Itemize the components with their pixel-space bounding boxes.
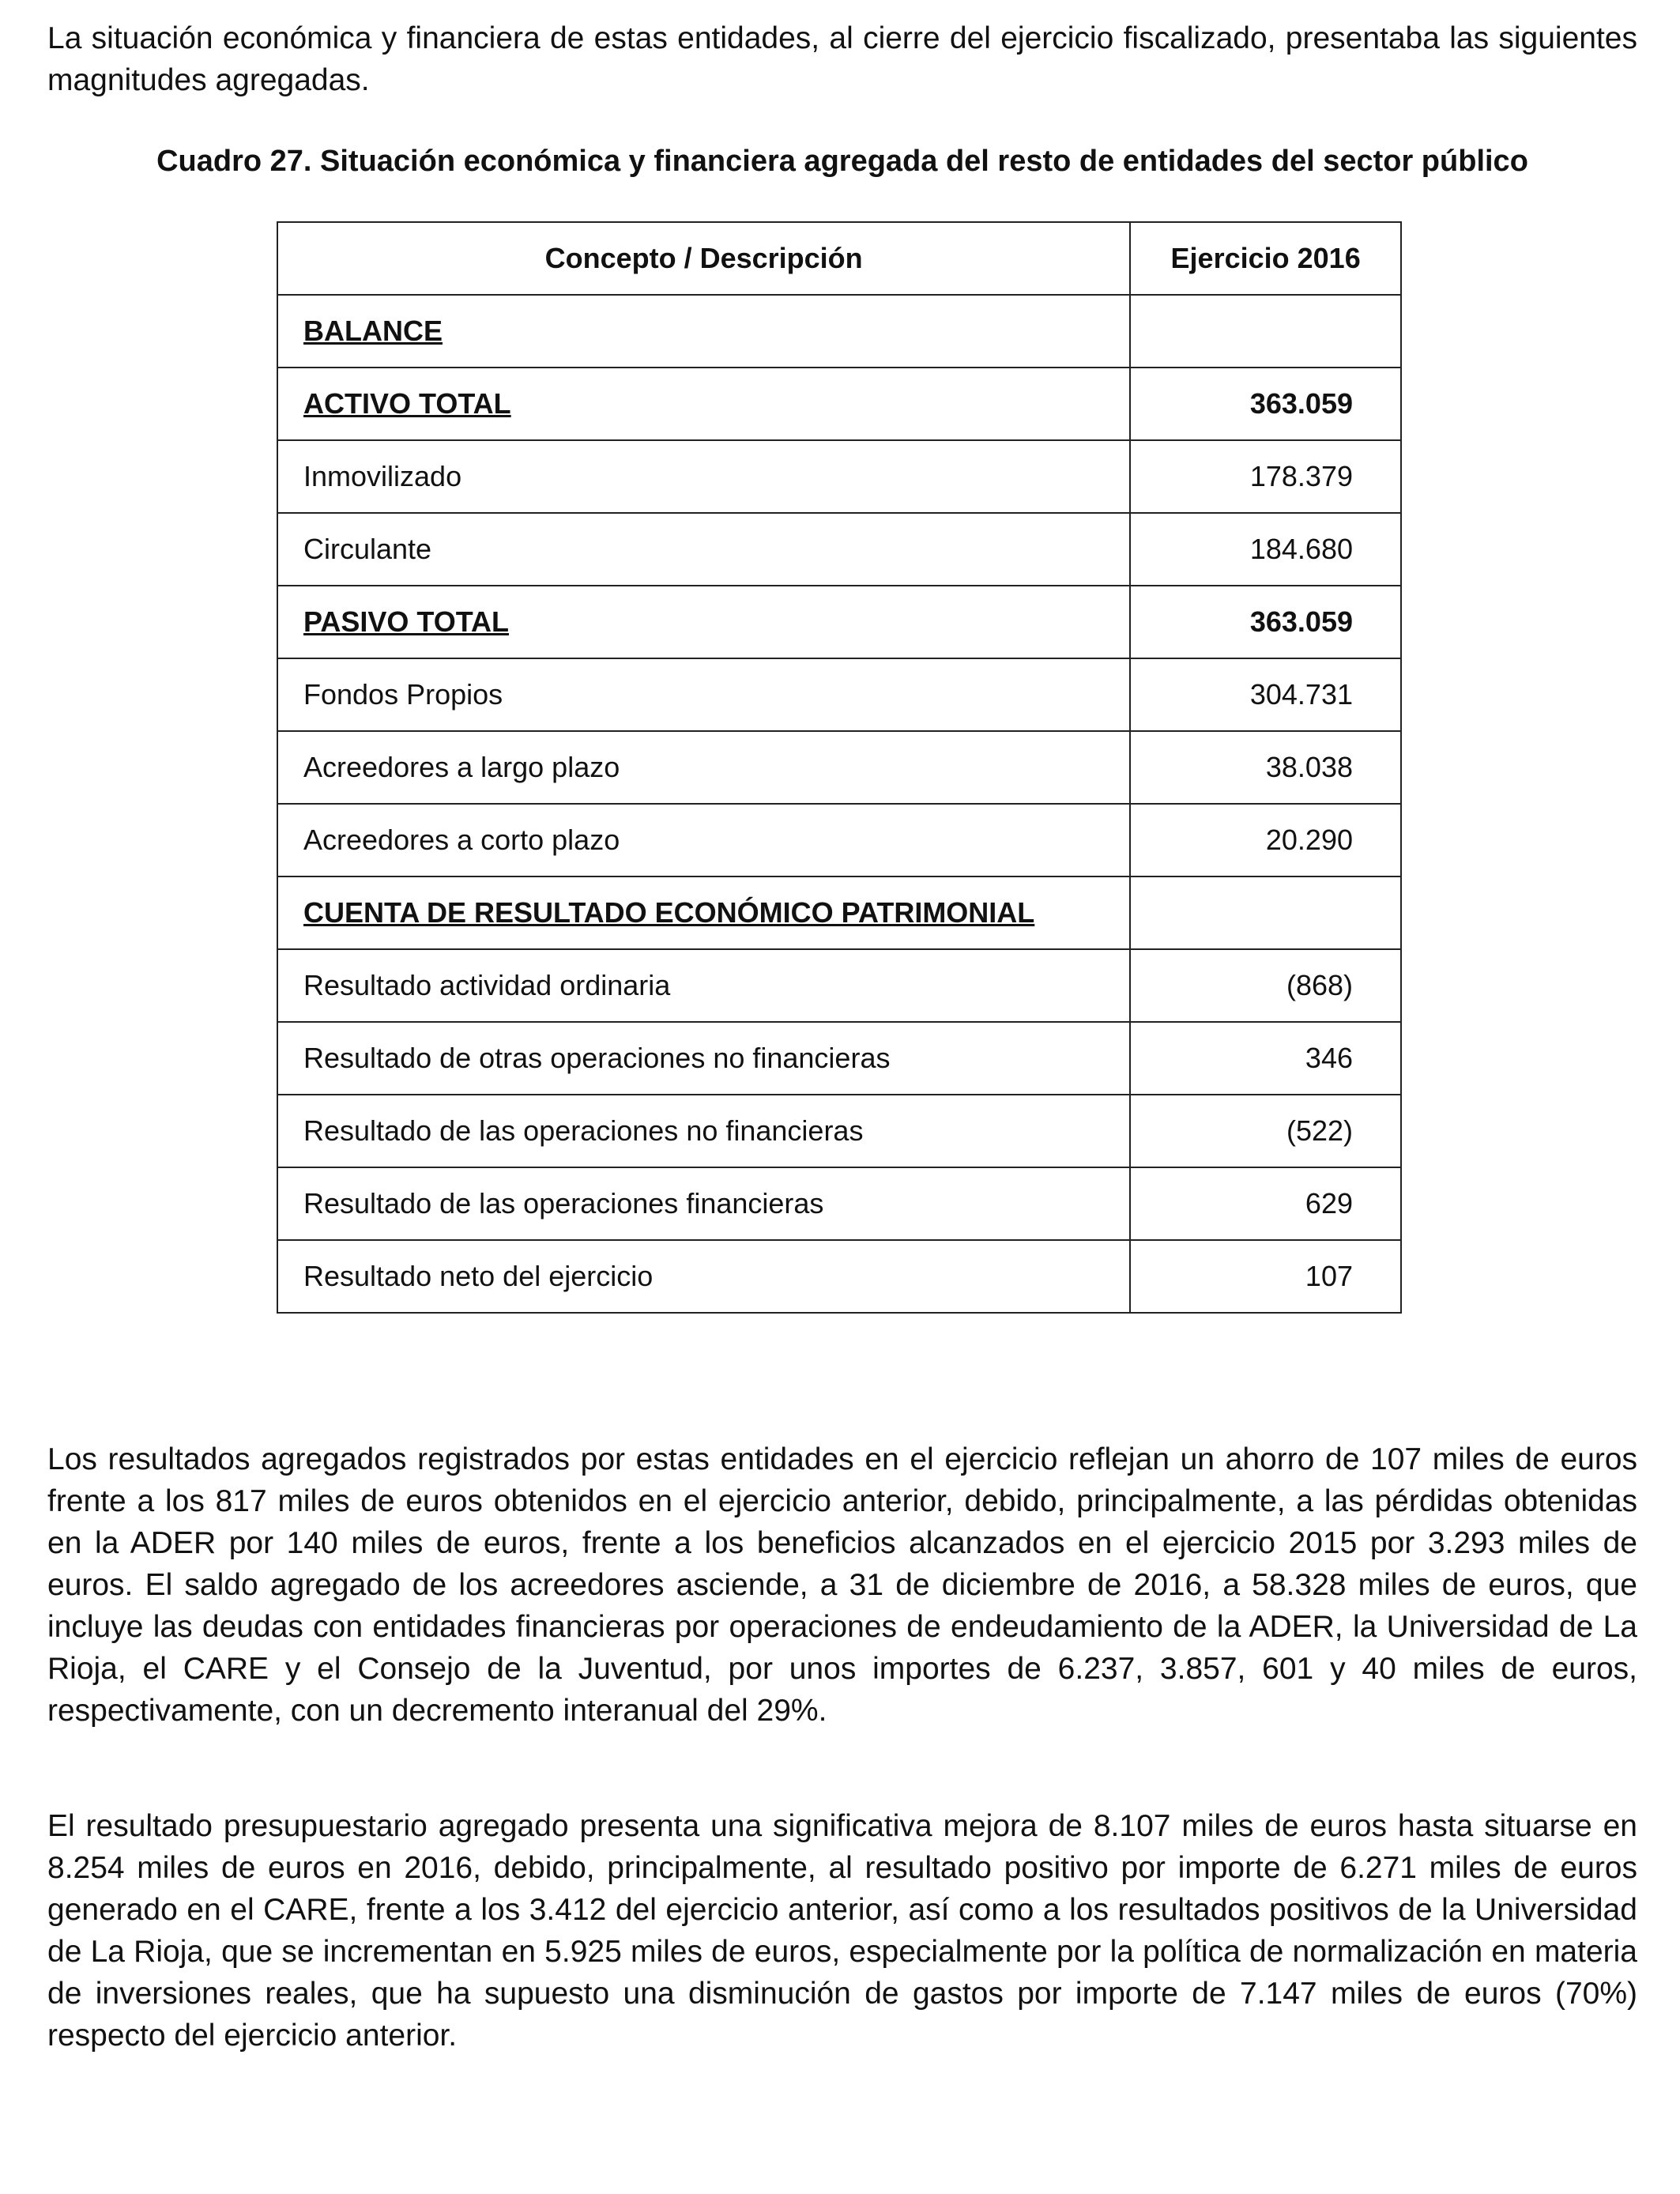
row-value: 629 bbox=[1130, 1167, 1401, 1240]
table-row bbox=[277, 731, 1401, 804]
row-value: 363.059 bbox=[1130, 586, 1401, 658]
table-row bbox=[277, 949, 1401, 1022]
row-value bbox=[1130, 876, 1401, 949]
table-header-row bbox=[277, 222, 1401, 295]
row-label: Acreedores a corto plazo bbox=[303, 824, 620, 856]
table-row bbox=[277, 513, 1401, 586]
table-row bbox=[277, 440, 1401, 513]
row-value: 178.379 bbox=[1130, 440, 1401, 513]
row-label: BALANCE bbox=[303, 315, 443, 347]
table-caption: Cuadro 27. Situación económica y financiera agregada del resto de entidades del sector público bbox=[156, 145, 1528, 178]
row-label: Resultado actividad ordinaria bbox=[303, 969, 671, 1001]
row-label: Acreedores a largo plazo bbox=[303, 751, 620, 783]
row-label: ACTIVO TOTAL bbox=[303, 387, 511, 420]
row-label-cell bbox=[277, 440, 1130, 513]
row-label-cell bbox=[277, 804, 1130, 876]
row-label-cell bbox=[277, 586, 1130, 658]
row-label-cell bbox=[277, 1095, 1130, 1167]
row-value: (522) bbox=[1130, 1095, 1401, 1167]
row-label: CUENTA DE RESULTADO ECONÓMICO PATRIMONIAL bbox=[303, 896, 1035, 929]
financial-table bbox=[277, 221, 1402, 1314]
table-row bbox=[277, 1167, 1401, 1240]
paragraph-budget: El resultado presupuestario agregado presenta una significativa mejora de 8.107 miles de euros hasta situarse en 8.254 miles de euros en 2016, debido, principalmente, al resultado positivo por importe de 6.271 miles de euros generado en el CARE, frente a los 3.412 del ejercicio anterior, así como a los resultados positivos de la Universidad de La Rioja, que se incrementan en 5.925 miles de euros, especialmente por la política de normalización en materia de inversiones reales, que ha supuesto una disminución de gastos por importe de 7.147 miles de euros (70%) respecto del ejercicio anterior. bbox=[47, 1809, 1637, 2053]
row-value bbox=[1130, 295, 1401, 368]
row-label-cell bbox=[277, 368, 1130, 440]
row-label: PASIVO TOTAL bbox=[303, 605, 510, 638]
table-row bbox=[277, 368, 1401, 440]
header-year: Ejercicio 2016 bbox=[1130, 222, 1401, 295]
row-label-cell bbox=[277, 731, 1130, 804]
table-row bbox=[277, 804, 1401, 876]
row-value: 363.059 bbox=[1130, 368, 1401, 440]
row-label-cell bbox=[277, 1167, 1130, 1240]
row-value: 184.680 bbox=[1130, 513, 1401, 586]
paragraph-results: Los resultados agregados registrados por estas entidades en el ejercicio reflejan un ahorro de 107 miles de euros frente a los 817 miles de euros obtenidos en el ejercicio anterior, debido, principalmente, a las pérdidas obtenidas en la ADER por 140 miles de euros, frente a los beneficios alcanzados en el ejercicio 2015 por 3.293 miles de euros. El saldo agregado de los acreedores asciende, a 31 de diciembre de 2016, a 58.328 miles de euros, que incluye las deudas con entidades financieras por operaciones de endeudamiento de la ADER, la Universidad de La Rioja, el CARE y el Consejo de la Juventud, por unos importes de 6.237, 3.857, 601 y 40 miles de euros, respectivamente, con un decremento interanual del 29%. bbox=[47, 1442, 1637, 1728]
row-label: Resultado neto del ejercicio bbox=[303, 1260, 654, 1292]
table-row bbox=[277, 1095, 1401, 1167]
row-label: Inmovilizado bbox=[303, 460, 462, 492]
row-value: 38.038 bbox=[1130, 731, 1401, 804]
table-row bbox=[277, 295, 1401, 368]
row-label-cell bbox=[277, 658, 1130, 731]
row-label-cell bbox=[277, 949, 1130, 1022]
intro-paragraph: La situación económica y financiera de estas entidades, al cierre del ejercicio fiscalizado, presentaba las siguientes magnitudes agregadas. bbox=[47, 21, 1637, 97]
table-body bbox=[277, 295, 1401, 1313]
row-label-cell bbox=[277, 513, 1130, 586]
row-label: Resultado de las operaciones financieras bbox=[303, 1187, 824, 1220]
row-value: 304.731 bbox=[1130, 658, 1401, 731]
table-row bbox=[277, 1022, 1401, 1095]
row-label-cell bbox=[277, 295, 1130, 368]
row-value: 346 bbox=[1130, 1022, 1401, 1095]
row-label: Resultado de otras operaciones no financieras bbox=[303, 1042, 891, 1074]
row-label: Circulante bbox=[303, 533, 432, 565]
row-value: 20.290 bbox=[1130, 804, 1401, 876]
table-row bbox=[277, 658, 1401, 731]
row-value: 107 bbox=[1130, 1240, 1401, 1313]
table-row bbox=[277, 876, 1401, 949]
row-label: Resultado de las operaciones no financieras bbox=[303, 1114, 864, 1147]
header-concept: Concepto / Descripción bbox=[277, 222, 1130, 295]
row-value: (868) bbox=[1130, 949, 1401, 1022]
row-label-cell bbox=[277, 876, 1130, 949]
row-label: Fondos Propios bbox=[303, 678, 503, 711]
row-label-cell bbox=[277, 1022, 1130, 1095]
table-row bbox=[277, 586, 1401, 658]
table-row bbox=[277, 1240, 1401, 1313]
row-label-cell bbox=[277, 1240, 1130, 1313]
